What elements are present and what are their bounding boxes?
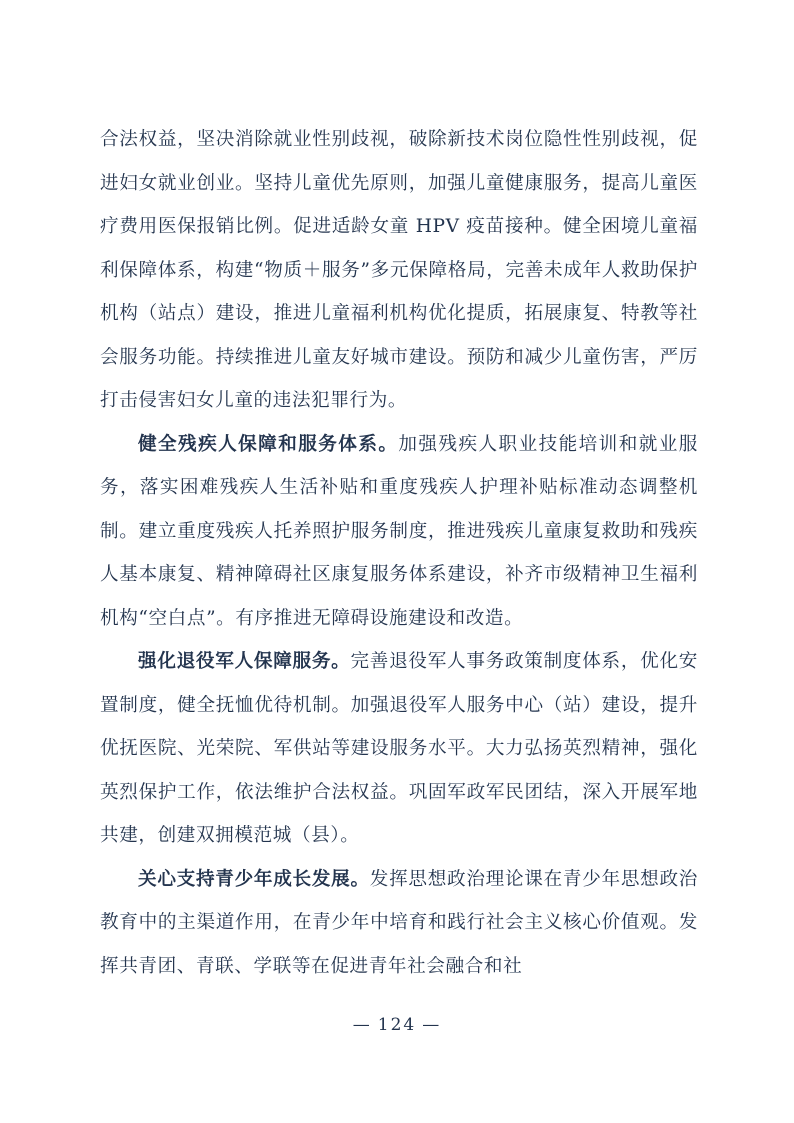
footer-dash-right: — — [422, 1015, 442, 1035]
page-footer — [0, 1015, 794, 1035]
paragraph-continued-children-women — [100, 118, 698, 423]
paragraph-veterans — [100, 640, 698, 858]
paragraph-lead: 健全残疾人保障和服务体系。 — [138, 433, 399, 455]
footer-dash-left: — — [352, 1015, 372, 1035]
paragraph-youth — [100, 858, 698, 989]
paragraph-text: 合法权益，坚决消除就业性别歧视，破除新技术岗位隐性性别歧视，促进妇女就业创业。坚持儿童优先原则，加强儿童健康服务，提高儿童医疗费用医保报销比例。促进适龄女童 HPV 疫苗接种。健全困境儿童福利保障体系，构建“物质＋服务”多元保障格局，完善未成年人救助保护机构（站点）建设，推进儿童福利机构优化提质，拓展康复、特教等社会服务功能。持续推进儿童友好城市建设。预防和减少儿童伤害，严厉打击侵害妇女儿童的违法犯罪行为。 — [100, 129, 698, 411]
paragraph-lead: 关心支持青少年成长发展。 — [138, 868, 370, 890]
page-number: 124 — [377, 1015, 417, 1035]
paragraph-text: 加强残疾人职业技能培训和就业服务，落实困难残疾人生活补贴和重度残疾人护理补贴标准动态调整机制。建立重度残疾人托养照护服务制度，推进残疾儿童康复救助和残疾人基本康复、精神障碍社区康复服务体系建设，补齐市级精神卫生福利机构“空白点”。有序推进无障碍设施建设和改造。 — [100, 433, 698, 629]
document-body — [100, 118, 698, 988]
paragraph-text: 发挥思想政治理论课在青少年思想政治教育中的主渠道作用，在青少年中培育和践行社会主义核心价值观。发挥共青团、青联、学联等在促进青年社会融合和社 — [100, 868, 699, 977]
paragraph-lead: 强化退役军人保障服务。 — [138, 651, 351, 672]
paragraph-disabled-persons — [100, 423, 698, 641]
paragraph-text: 完善退役军人事务政策制度体系，优化安置制度，健全抚恤优待机制。加强退役军人服务中心（站）建设，提升优抚医院、光荣院、军供站等建设服务水平。大力弘扬英烈精神，强化英烈保护工作，依法维护合法权益。巩固军政军民团结，深入开展军地共建，创建双拥模范城（县）。 — [100, 651, 698, 846]
